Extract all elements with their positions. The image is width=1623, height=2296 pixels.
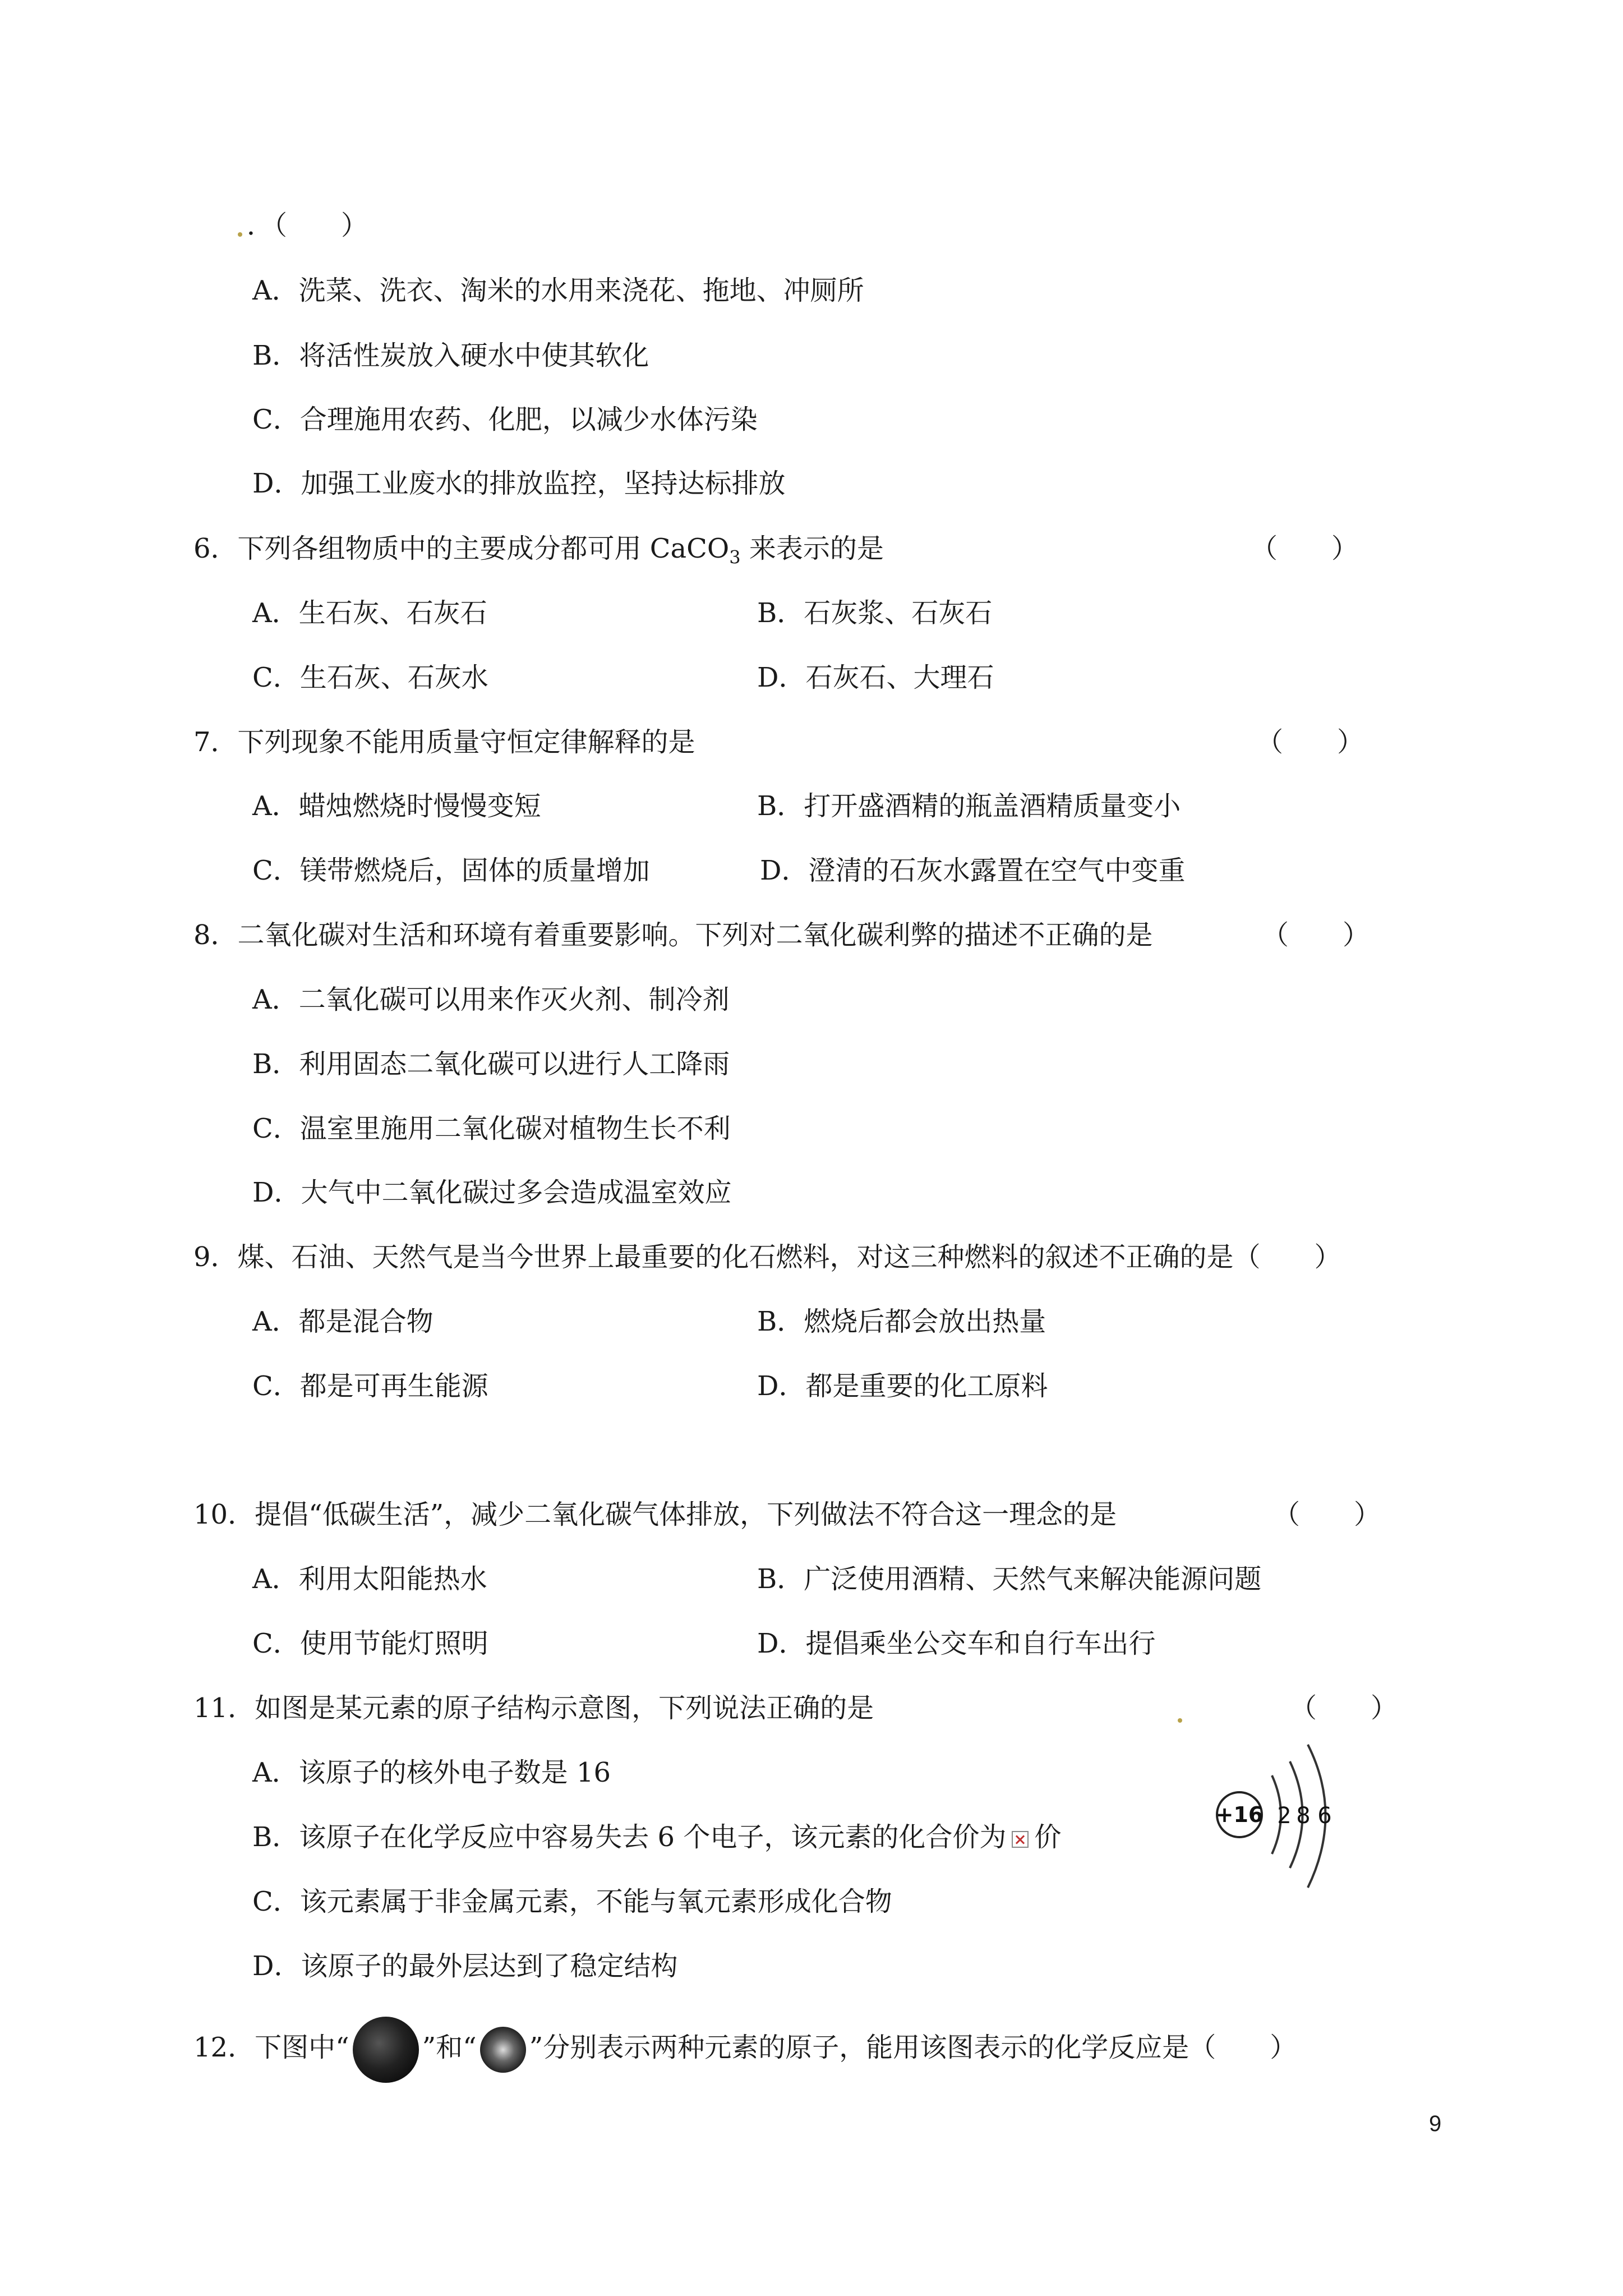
q9-stem: 9．煤、石油、天然气是当今世界上最重要的化石燃料，对这三种燃料的叙述不正确的是（ ）: [193, 1241, 1341, 1273]
q9-option-b: B．燃烧后都会放出热量: [757, 1306, 1046, 1337]
q8-answer-paren: （ ）: [1262, 919, 1370, 951]
nucleus-charge: +16: [1215, 1802, 1264, 1827]
q9-option-d: D．都是重要的化工原料: [757, 1370, 1048, 1402]
shell-2-electrons: 8: [1296, 1803, 1311, 1829]
page-number: 9: [1429, 2111, 1442, 2136]
q8-option-a: A．二氧化碳可以用来作灭火剂、制冷剂: [252, 984, 730, 1015]
q8-stem: 8．二氧化碳对生活和环境有着重要影响。下列对二氧化碳利弊的描述不正确的是: [193, 919, 1153, 951]
q10-option-d: D．提倡乘坐公交车和自行车出行: [757, 1628, 1156, 1659]
q6-option-c: C．生石灰、石灰水: [252, 662, 488, 693]
q10-answer-paren: （ ）: [1273, 1499, 1381, 1530]
q7-option-d: D．澄清的石灰水露置在空气中变重: [760, 855, 1186, 886]
q6-option-b: B．石灰浆、石灰石: [757, 597, 993, 629]
q6-option-a: A．生石灰、石灰石: [252, 597, 487, 629]
shell-1-electrons: 2: [1277, 1803, 1292, 1829]
q9-option-c: C．都是可再生能源: [252, 1370, 488, 1402]
q10-option-b: B．广泛使用酒精、天然气来解决能源问题: [757, 1563, 1262, 1595]
q11-answer-paren: （ ）: [1290, 1692, 1398, 1724]
q10-option-a: A．利用太阳能热水: [252, 1563, 487, 1595]
q11-option-b: B．该原子在化学反应中容易失去 6 个电子，该元素的化合价为 价: [252, 1821, 1062, 1853]
q6-answer-paren: （ ）: [1251, 533, 1359, 564]
q11-stem: 11．如图是某元素的原子结构示意图，下列说法正确的是: [193, 1692, 874, 1724]
broken-image-icon: [1012, 1831, 1029, 1848]
q6-stem: 6．下列各组物质中的主要成分都可用 CaCO$_3$ 来表示的是: [193, 533, 884, 568]
atom-structure-diagram: [1206, 1722, 1352, 1907]
scan-dot: [238, 232, 242, 237]
q5-answer-paren: ．（ ）: [247, 210, 368, 241]
q8-option-d: D．大气中二氧化碳过多会造成温室效应: [252, 1177, 732, 1208]
q5-option-b: B．将活性炭放入硬水中使其软化: [252, 340, 649, 371]
q10-option-c: C．使用节能灯照明: [252, 1628, 488, 1659]
q11-option-a: A．该原子的核外电子数是 16: [252, 1757, 611, 1788]
q5-option-c: C．合理施用农药、化肥，以减少水体污染: [252, 404, 758, 435]
scan-dot: [1178, 1718, 1182, 1723]
q11-option-c: C．该元素属于非金属元素，不能与氧元素形成化合物: [252, 1886, 892, 1917]
q11-option-d: D．该原子的最外层达到了稳定结构: [252, 1950, 678, 1982]
q7-answer-paren: （ ）: [1256, 726, 1364, 758]
q10-stem: 10．提倡“低碳生活”，减少二氧化碳气体排放，下列做法不符合这一理念的是: [193, 1499, 1117, 1530]
q5-option-d: D．加强工业废水的排放监控，坚持达标排放: [252, 468, 786, 499]
q9-option-a: A．都是混合物: [252, 1306, 434, 1337]
q7-option-c: C．镁带燃烧后，固体的质量增加: [252, 855, 650, 886]
q12-stem: 12．下图中“ ”和“ ”分别表示两种元素的原子，能用该图表示的化学反应是（ ）: [193, 2014, 1297, 2083]
q7-option-a: A．蜡烛燃烧时慢慢变短: [252, 790, 541, 822]
atom-symbol-small-icon: [480, 2027, 526, 2073]
atom-symbol-large-icon: [353, 2017, 419, 2083]
q8-option-b: B．利用固态二氧化碳可以进行人工降雨: [252, 1048, 730, 1080]
q6-option-d: D．石灰石、大理石: [757, 662, 994, 693]
q7-stem: 7．下列现象不能用质量守恒定律解释的是: [193, 726, 695, 758]
shell-3-electrons: 6: [1317, 1803, 1332, 1829]
q5-option-a: A．洗菜、洗衣、淘米的水用来浇花、拖地、冲厕所: [252, 275, 864, 306]
q7-option-b: B．打开盛酒精的瓶盖酒精质量变小: [757, 790, 1181, 822]
q8-option-c: C．温室里施用二氧化碳对植物生长不利: [252, 1113, 731, 1144]
